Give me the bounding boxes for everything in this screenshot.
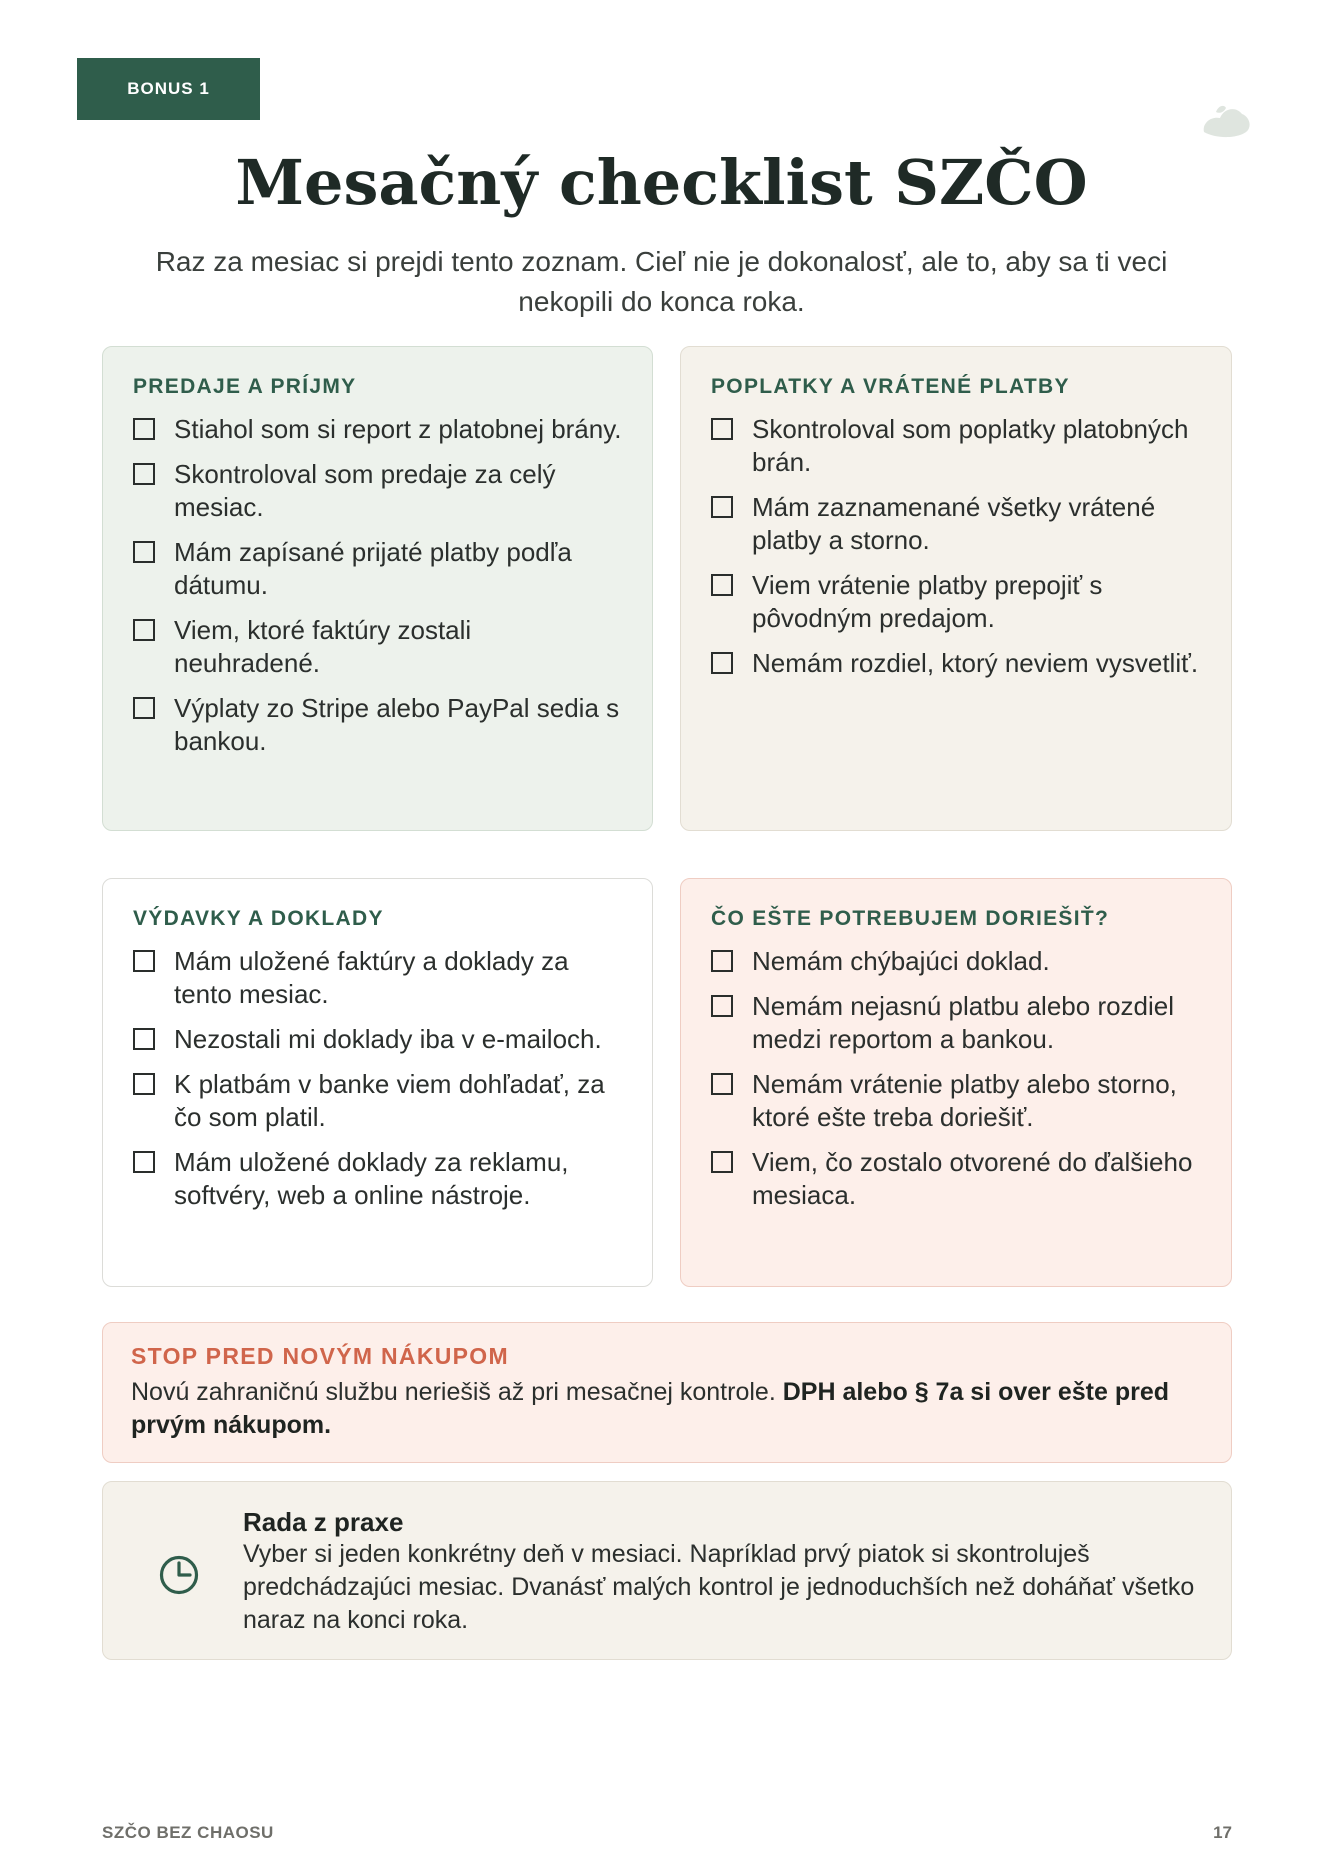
checklist-item[interactable]: Viem vrátenie platby prepojiť s pôvodným predajom.	[711, 569, 1201, 635]
checklist-item[interactable]: Mám zaznamenané všetky vrátené platby a storno.	[711, 491, 1201, 557]
sales-income-card	[102, 346, 653, 831]
checkbox[interactable]	[711, 950, 733, 972]
checklist-item[interactable]: Mám zapísané prijaté platby podľa dátumu.	[133, 536, 622, 602]
checklist-item[interactable]: Skontroloval som predaje za celý mesiac.	[133, 458, 622, 524]
checkbox[interactable]	[133, 619, 155, 641]
stop-callout	[102, 1322, 1232, 1463]
checkbox[interactable]	[133, 1073, 155, 1095]
checkbox[interactable]	[711, 1073, 733, 1095]
tip-body	[243, 1506, 1203, 1637]
fees-refunds-heading: POPLATKY A VRÁTENÉ PLATBY	[711, 375, 1070, 398]
checklist-item[interactable]: Výplaty zo Stripe alebo PayPal sedia s bankou.	[133, 692, 622, 758]
tip-box	[102, 1481, 1232, 1660]
open-issues-heading: ČO EŠTE POTREBUJEM DORIEŠIŤ?	[711, 907, 1110, 930]
checkbox[interactable]	[133, 950, 155, 972]
checklist-item[interactable]: K platbám v banke viem dohľadať, za čo som platil.	[133, 1068, 622, 1134]
open-issues-card	[680, 878, 1232, 1287]
page-title: Mesačný checklist SZČO	[235, 146, 1088, 219]
checkbox[interactable]	[133, 697, 155, 719]
page-number: 17	[1213, 1823, 1232, 1842]
expenses-documents-card	[102, 878, 653, 1287]
checklist-item[interactable]: Mám uložené faktúry a doklady za tento mesiac.	[133, 945, 622, 1011]
checklist-item[interactable]: Viem, ktoré faktúry zostali neuhradené.	[133, 614, 622, 680]
checklist-item[interactable]: Nemám rozdiel, ktorý neviem vysvetliť.	[711, 647, 1201, 680]
checkbox[interactable]	[711, 418, 733, 440]
checklist-item[interactable]: Nezostali mi doklady iba v e-mailoch.	[133, 1023, 622, 1056]
fees-refunds-card	[680, 346, 1232, 831]
expenses-documents-heading: VÝDAVKY A DOKLADY	[133, 907, 384, 930]
decorative-logo-icon	[1198, 98, 1254, 142]
checkbox[interactable]	[133, 463, 155, 485]
clock-icon	[158, 1554, 200, 1596]
tip-text: Vyber si jeden konkrétny deň v mesiaci. Napríklad prvý piatok si skontroluješ predchádzajúci mesiac. Dvanásť malých kontrol je jednoduchších než doháňať všetko naraz na konci roka.	[243, 1540, 1195, 1634]
checklist-item[interactable]: Nemám nejasnú platbu alebo rozdiel medzi reportom a bankou.	[711, 990, 1201, 1056]
checkbox[interactable]	[711, 496, 733, 518]
stop-callout-emphasis: DPH alebo § 7a si over ešte pred prvým nákupom.	[131, 1378, 1169, 1439]
sales-income-heading: PREDAJE A PRÍJMY	[133, 375, 357, 398]
checklist-item[interactable]: Viem, čo zostalo otvorené do ďalšieho mesiaca.	[711, 1146, 1201, 1212]
checkbox[interactable]	[133, 1151, 155, 1173]
tip-heading: Rada z praxe	[243, 1507, 404, 1537]
footer-brand: SZČO BEZ CHAOSU	[102, 1823, 274, 1842]
checklist-item[interactable]: Nemám chýbajúci doklad.	[711, 945, 1201, 978]
checklist-item[interactable]: Stiahol som si report z platobnej brány.	[133, 413, 622, 446]
checkbox[interactable]	[133, 1028, 155, 1050]
checkbox[interactable]	[133, 418, 155, 440]
checkbox[interactable]	[133, 541, 155, 563]
checkbox[interactable]	[711, 574, 733, 596]
checkbox[interactable]	[711, 1151, 733, 1173]
checkbox[interactable]	[711, 652, 733, 674]
bonus-badge: BONUS 1	[77, 58, 260, 120]
checklist-item[interactable]: Nemám vrátenie platby alebo storno, ktoré ešte treba doriešiť.	[711, 1068, 1201, 1134]
stop-callout-text: Novú zahraničnú službu neriešiš až pri mesačnej kontrole. DPH alebo § 7a si over ešte pred prvým nákupom.	[131, 1378, 1169, 1439]
stop-callout-heading: STOP PRED NOVÝM NÁKUPOM	[131, 1343, 509, 1369]
checkbox[interactable]	[711, 995, 733, 1017]
checklist-item[interactable]: Skontroloval som poplatky platobných brán.	[711, 413, 1201, 479]
checklist-item[interactable]: Mám uložené doklady za reklamu, softvéry, web a online nástroje.	[133, 1146, 622, 1212]
page-subtitle: Raz za mesiac si prejdi tento zoznam. Cieľ nie je dokonalosť, ale to, aby sa ti veci nekopili do konca roka.	[155, 246, 1168, 317]
